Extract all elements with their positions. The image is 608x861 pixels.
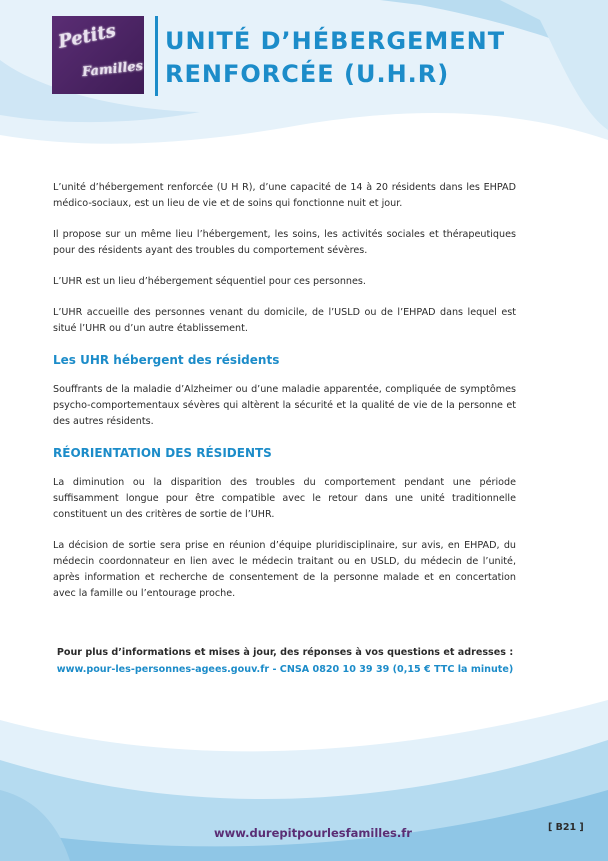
- logo: [52, 16, 144, 94]
- info-box: [40, 644, 530, 678]
- paragraph-services: Il propose sur un même lieu l’hébergement, les soins, les activités sociales et thérapeutiques pour des résidents ayant des troubles du comportement sévères.: [53, 229, 516, 256]
- page-title: [165, 25, 505, 91]
- paragraph-exit-decision: La décision de sortie sera prise en réunion d’équipe pluridisciplinaire, sur avis, en EHPAD, du médecin coordonnateur en lien avec le médecin traitant ou en USLD, du médecin de l’unité, après information et recherche de consentement de la personne malade et en concertation avec la famille ou l’entourage proche.: [53, 540, 516, 599]
- paragraph-residents: Souffrants de la maladie d’Alzheimer ou d’une maladie apparentée, compliquée de symptômes psycho-comportementaux sévères qui altèrent la sécurité et la qualité de vie de la personne et des autres résidents.: [53, 384, 516, 427]
- paragraph-admission: L’UHR accueille des personnes venant du domicile, de l’USLD ou de l’EHPAD dans lequel est situé l’UHR ou d’un autre établissement.: [53, 307, 516, 334]
- section-heading-residents: Les UHR hébergent des résidents: [53, 353, 280, 367]
- paragraph-sequential: L’UHR est un lieu d’hébergement séquentiel pour ces personnes.: [53, 276, 366, 287]
- main-content: [53, 180, 516, 617]
- logo-text-bottom: Familles: [81, 58, 144, 81]
- page-title-line1: UNITÉ D’HÉBERGEMENT: [165, 27, 506, 55]
- paragraph-definition: L’unité d’hébergement renforcée (U H R), d’une capacité de 14 à 20 résidents dans les EHPAD médico-sociaux, est un lieu de vie et de soins qui fonctionne nuit et jour.: [53, 182, 516, 209]
- paragraph-exit-criteria: La diminution ou la disparition des troubles du comportement pendant une période suffisamment longue pour être compatible avec le retour dans une unité traditionnelle constituent un des critères de sortie de l’UHR.: [53, 477, 516, 520]
- page-number: [ B21 ]: [548, 822, 584, 833]
- info-line: Pour plus d’informations et mises à jour, des réponses à vos questions et adresses :: [56, 647, 514, 658]
- page-title-line2: RENFORCÉE (U.H.R): [165, 60, 450, 88]
- section-heading-reorientation: RÉORIENTATION DES RÉSIDENTS: [53, 446, 272, 460]
- footer-website-link[interactable]: www.durepitpourlesfamilles.fr: [214, 826, 412, 840]
- info-link[interactable]: www.pour-les-personnes-agees.gouv.fr - CNSA 0820 10 39 39 (0,15 € TTC la minute): [56, 664, 514, 675]
- title-divider: [155, 16, 158, 96]
- logo-text-top: Petits: [56, 20, 118, 53]
